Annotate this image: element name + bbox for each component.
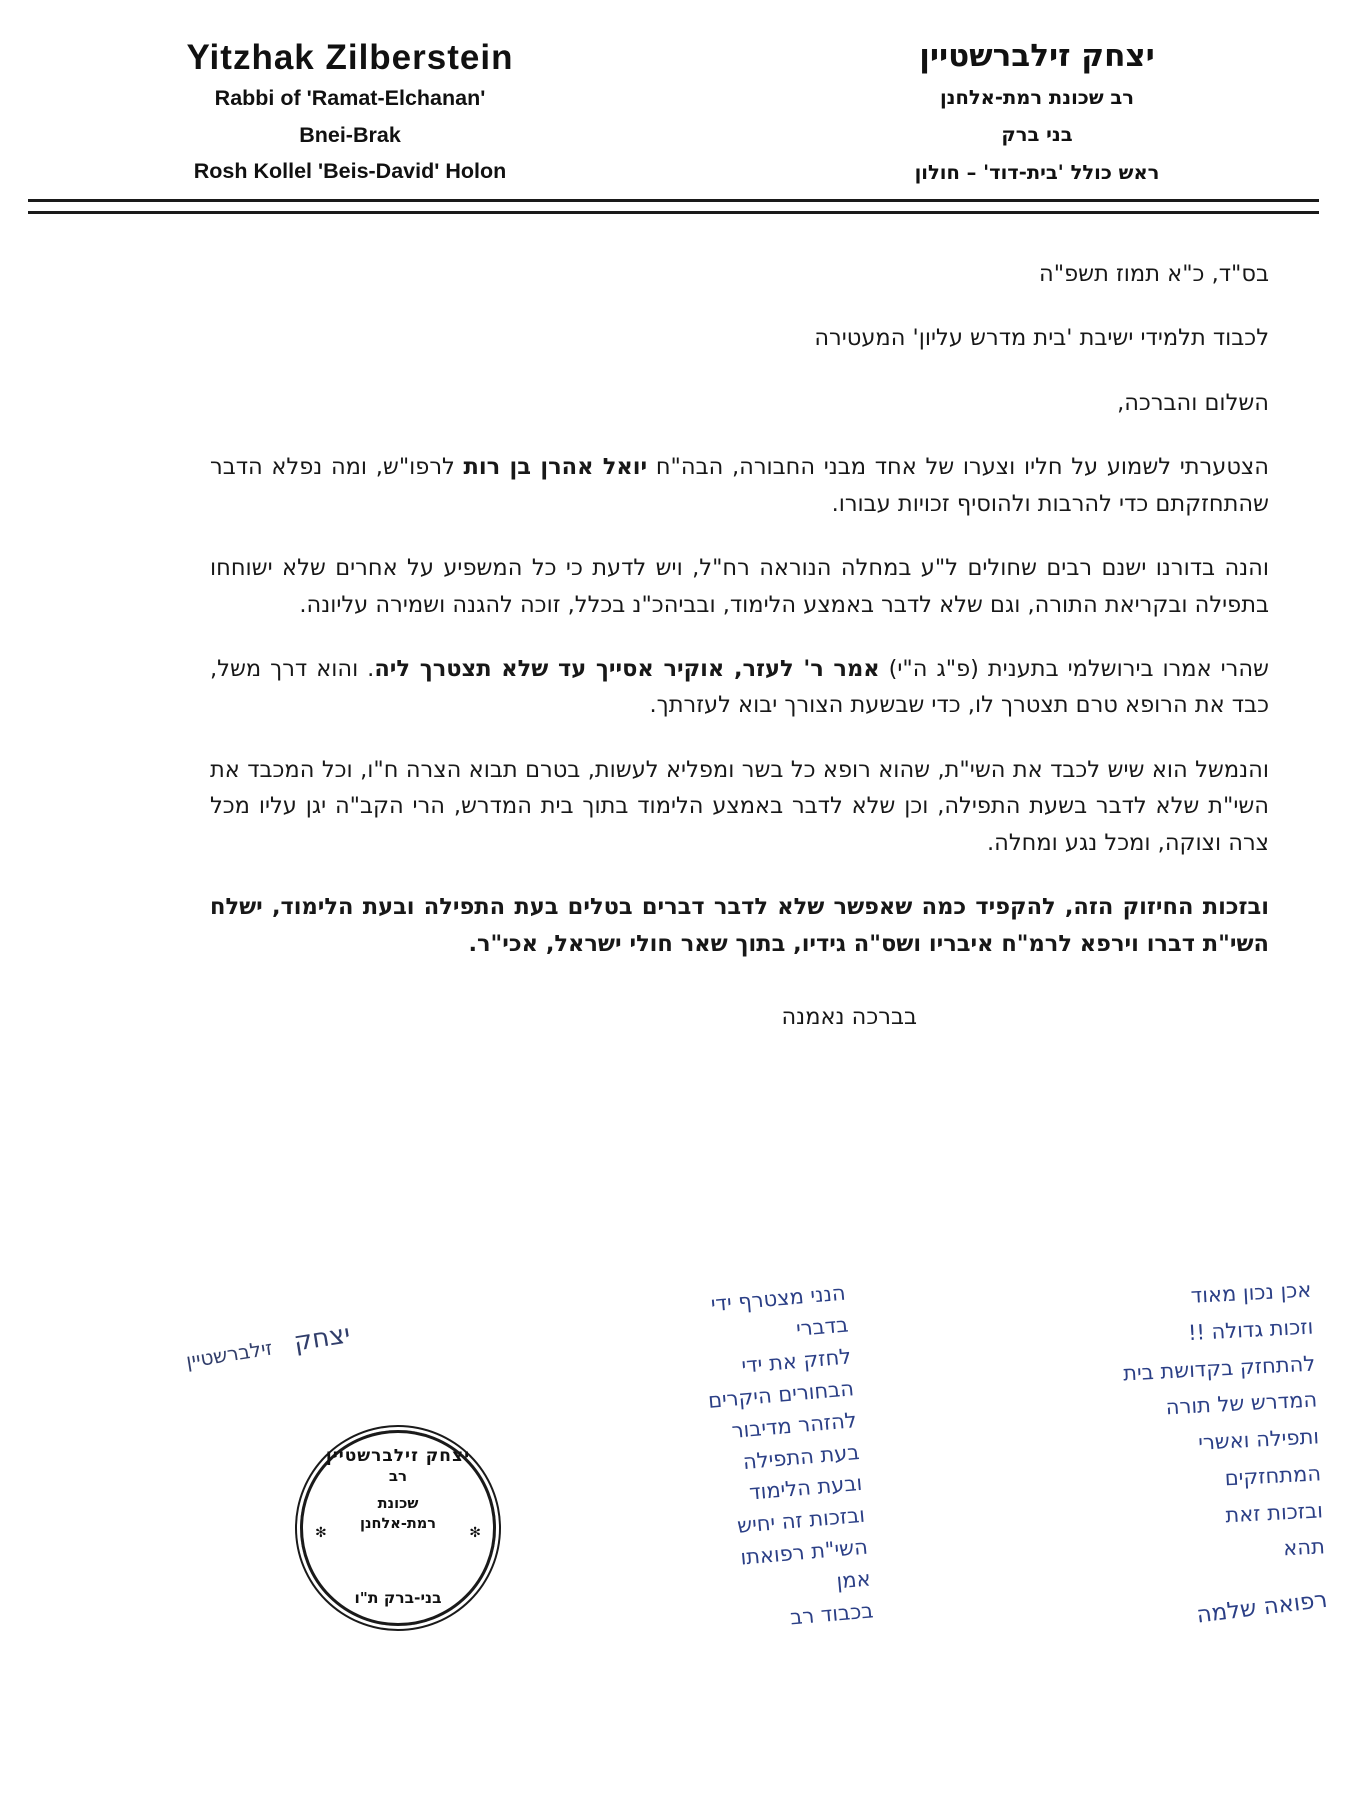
paragraph-3-text-a: שהרי אמרו בירושלמי בתענית (פ"ג ה"י) bbox=[879, 656, 1269, 682]
middle-note-line-5: להזהר מדיבור bbox=[730, 1407, 858, 1443]
letterhead-hebrew bbox=[797, 38, 1277, 187]
letterhead-role-english-2: Bnei-Brak bbox=[299, 122, 401, 147]
right-note-line-6: המתחזקים bbox=[1224, 1461, 1322, 1491]
letterhead-role-english-3: Rosh Kollel 'Beis-David' Holon bbox=[193, 159, 507, 184]
letter-paragraph-1 bbox=[210, 449, 1269, 522]
letterhead-role-hebrew-1: רב שכונת רמת-אלחנן bbox=[939, 86, 1135, 110]
letterhead-english bbox=[90, 38, 610, 187]
right-note-line-4: המדרש של תורה bbox=[1165, 1387, 1318, 1420]
right-note-line-3: להתחזק בקדושת בית bbox=[1122, 1351, 1316, 1386]
middle-note-signature: בכבוד רב bbox=[789, 1598, 875, 1630]
stamp-star-left-icon: ✻ bbox=[315, 1525, 327, 1541]
middle-note-line-2: בדברי bbox=[795, 1312, 850, 1341]
talmud-quote: אמר ר' לעזר, אוקיר אסייך עד שלא תצטרך ליה bbox=[374, 656, 880, 682]
right-note-line-2: וזכות גדולה !! bbox=[1187, 1314, 1314, 1345]
paragraph-1-text-b: לרפו"ש, ומה נפלא הדבר שהתחזקתם כדי להרבות ולהוסיף זכויות עבורו. bbox=[210, 454, 1269, 517]
letter-paragraph-4: והנמשל הוא שיש לכבד את השי"ת, שהוא רופא כל בשר ומפליא לעשות, בטרם תבוא הצרה ח"ו, וכל המכבד את השי"ת שלא לדבר בשעת התפילה, וכן שלא לדבר באמצע הלימוד בתוך בית המדרש, הרי הקב"ה יגן עליו מכל צרה וצוקה, ומכל נגע ומחלה. bbox=[210, 756, 1269, 856]
letterhead bbox=[0, 0, 1347, 187]
paragraph-1-text-a: הצטערתי לשמוע על חליו וצערו של אחד מבני החבורה, הבה"ח bbox=[647, 454, 1269, 481]
letter-greeting: השלום והברכה, bbox=[1117, 389, 1269, 416]
letterhead-role-hebrew-3: ראש כולל 'בית-דוד' – חולון bbox=[914, 160, 1160, 184]
letterhead-divider bbox=[28, 199, 1319, 214]
letter-paragraph-5-blessing: ובזכות החיזוק הזה, להקפיד כמה שאפשר שלא לדבר דברים בטלים בעת התפילה ובעת הלימוד, ישלח השי"ת דברו וירפא לרמ"ח איבריו ושס"ה גידיו, בתוך שאר חולי ישראל, אכי"ר. bbox=[210, 894, 1269, 957]
letterhead-name-hebrew: יצחק זילברשטיין bbox=[919, 38, 1155, 74]
stamp-rav: רב bbox=[388, 1467, 408, 1485]
signature-area bbox=[0, 1277, 1347, 1800]
handwritten-note-middle bbox=[545, 1278, 874, 1654]
rabbi-signature-first: יצחק bbox=[291, 1319, 353, 1358]
stamp-name: יצחק זילברשטיין bbox=[325, 1446, 471, 1466]
letterhead-name-english: Yitzhak Zilberstein bbox=[186, 38, 514, 77]
middle-note-line-1: הנני מצטרף ידי bbox=[709, 1280, 847, 1317]
right-note-line-8: תהא bbox=[1282, 1534, 1326, 1561]
right-note-line-1: אכן נכון מאוד bbox=[1190, 1277, 1312, 1308]
rabbi-signature-last: זילברשטיין bbox=[184, 1335, 275, 1373]
middle-note-line-3: לחזק את ידי bbox=[740, 1344, 853, 1378]
patient-name: יואל אהרן בן רות bbox=[463, 454, 648, 481]
middle-note-line-7: ובעת הלימוד bbox=[748, 1471, 864, 1506]
stamp-city: בני-ברק ת"ו bbox=[354, 1589, 442, 1607]
letterhead-role-hebrew-2: בני ברק bbox=[1001, 123, 1073, 147]
letter-body bbox=[0, 214, 1347, 962]
letter-addressee: לכבוד תלמידי ישיבת 'בית מדרש עליון' המעטירה bbox=[814, 325, 1269, 352]
letterhead-role-english-1: Rabbi of 'Ramat-Elchanan' bbox=[214, 86, 486, 111]
stamp-star-right-icon: ✻ bbox=[469, 1525, 481, 1541]
right-note-signature: רפואה שלמה bbox=[1195, 1586, 1329, 1629]
middle-note-line-10: אמן bbox=[835, 1566, 872, 1594]
middle-note-line-8: ובזכות זה יחיש bbox=[736, 1503, 866, 1539]
stamp-neighborhood bbox=[303, 1495, 493, 1534]
stamp-ramat-elchanan: רמת-אלחנן bbox=[360, 1515, 436, 1532]
letter-paragraph-3 bbox=[210, 651, 1269, 724]
right-note-line-7: ובזכות זאת bbox=[1224, 1497, 1324, 1527]
letter-closing: בברכה נאמנה bbox=[781, 1004, 917, 1031]
letter-paragraph-2: והנה בדורנו ישנם רבים שחולים ל"ע במחלה הנוראה רח"ל, ויש לדעת כי כל המשפיע על אחרים שלא ישוחחו בתפילה ובקריאת התורה, וגם שלא לדבר באמצע הלימוד, ובביהכ"נ בכלל, זוכה להגנה ושמירה עליונה. bbox=[210, 555, 1269, 618]
middle-note-line-9: השי"ת רפואתו bbox=[739, 1534, 869, 1570]
right-note-line-5: ותפילה ואשרי bbox=[1197, 1424, 1320, 1455]
middle-note-line-6: בעת התפילה bbox=[741, 1439, 861, 1474]
rabbi-signature bbox=[184, 1319, 353, 1375]
paragraph-3-text-b: . והוא דרך משל, כבד את הרופא טרם תצטרך לו, כדי שבשעת הצורך יבוא לעזרתך. bbox=[210, 656, 1269, 719]
stamp-inner bbox=[303, 1433, 493, 1623]
middle-note-line-4: הבחורים היקרים bbox=[707, 1375, 855, 1413]
letter-date: בס"ד, כ"א תמוז תשפ"ה bbox=[1039, 260, 1269, 287]
handwritten-note-right bbox=[981, 1272, 1329, 1649]
official-stamp bbox=[300, 1430, 496, 1626]
stamp-shchunat: שכונת bbox=[377, 1496, 419, 1512]
